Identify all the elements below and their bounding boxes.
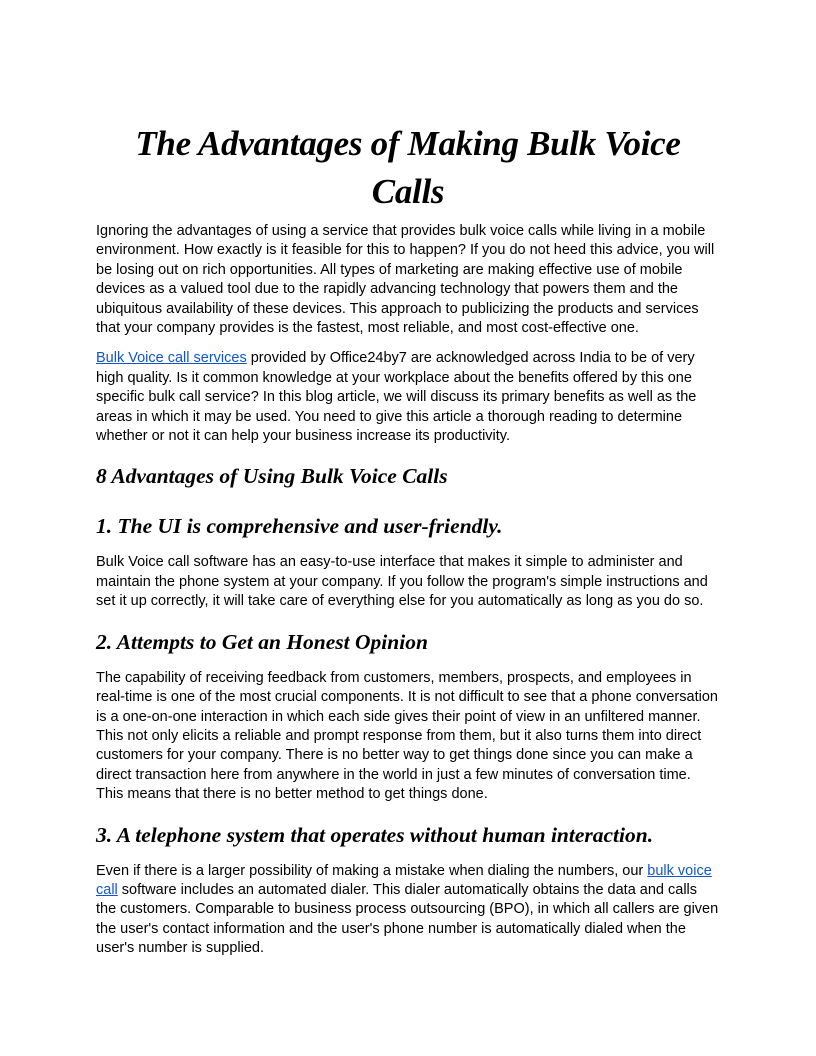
page-title: The Advantages of Making Bulk Voice Calls [135,124,681,211]
section-3-body [96,862,720,959]
intro-paragraph: Ignoring the advantages of using a service that provides bulk voice calls while living in a mobile environment. How exactly is it feasible for this to happen? If you do not heed this advice, you will be losing out on rich opportunities. All types of marketing are making effective use of mobile devices as a valued tool due to the rapidly advancing technology that powers them and the ubiquitous availability of these devices. This approach to publicizing the products and services that your company provides is the fastest, most reliable, and most cost-effective one. [96,223,715,337]
services-paragraph-text: provided by Office24by7 are acknowledged across India to be of very high quality. Is it common knowledge at your workplace about the benefits offered by this one specific bulk call service? In this blog article, we will discuss its primary benefits as well as the areas in which it may be used. You need to give this article a thorough reading to determine whether or not it can help your business increase its productivity. [96,350,697,445]
section-2-heading: 2. Attempts to Get an Honest Opinion [96,629,428,654]
section-3-text-before: Even if there is a larger possibility of making a mistake when dialing the numbers, our [96,862,648,879]
bulk-voice-call-services-link[interactable]: Bulk Voice call services [96,350,247,367]
services-paragraph [96,349,720,446]
section-1-heading: 1. The UI is comprehensive and user-friendly. [96,514,503,539]
section-3-text-after: software includes an automated dialer. This dialer automatically obtains the data and calls the customers. Comparable to business process outsourcing (BPO), in which all callers are given the user's contact information and the user's phone number is automatically dialed when the user's number is supplied. [96,881,719,957]
advantages-heading: 8 Advantages of Using Bulk Voice Calls [96,464,448,489]
section-3-heading: 3. A telephone system that operates without human interaction. [96,822,654,847]
bulk-voice-call-link[interactable]: bulk voice call [96,862,712,898]
section-1-body: Bulk Voice call software has an easy-to-use interface that makes it simple to administer and maintain the phone system at your company. If you follow the program's simple instructions and set it up correctly, it will take care of everything else for you automatically as long as you do so. [96,554,708,610]
document-page [96,120,720,975]
section-2-body: The capability of receiving feedback from customers, members, prospects, and employees in real-time is one of the most crucial components. It is not difficult to see that a phone conversation is a one-on-one interaction in which each side gives their point of view in an unfiltered manner. This not only elicits a reliable and prompt response from them, but it also turns them into direct customers for your company. There is no better way to get things done since you can make a direct transaction here from anywhere in the world in just a few minutes of conversation time. This means that there is no better method to get things done. [96,669,718,803]
